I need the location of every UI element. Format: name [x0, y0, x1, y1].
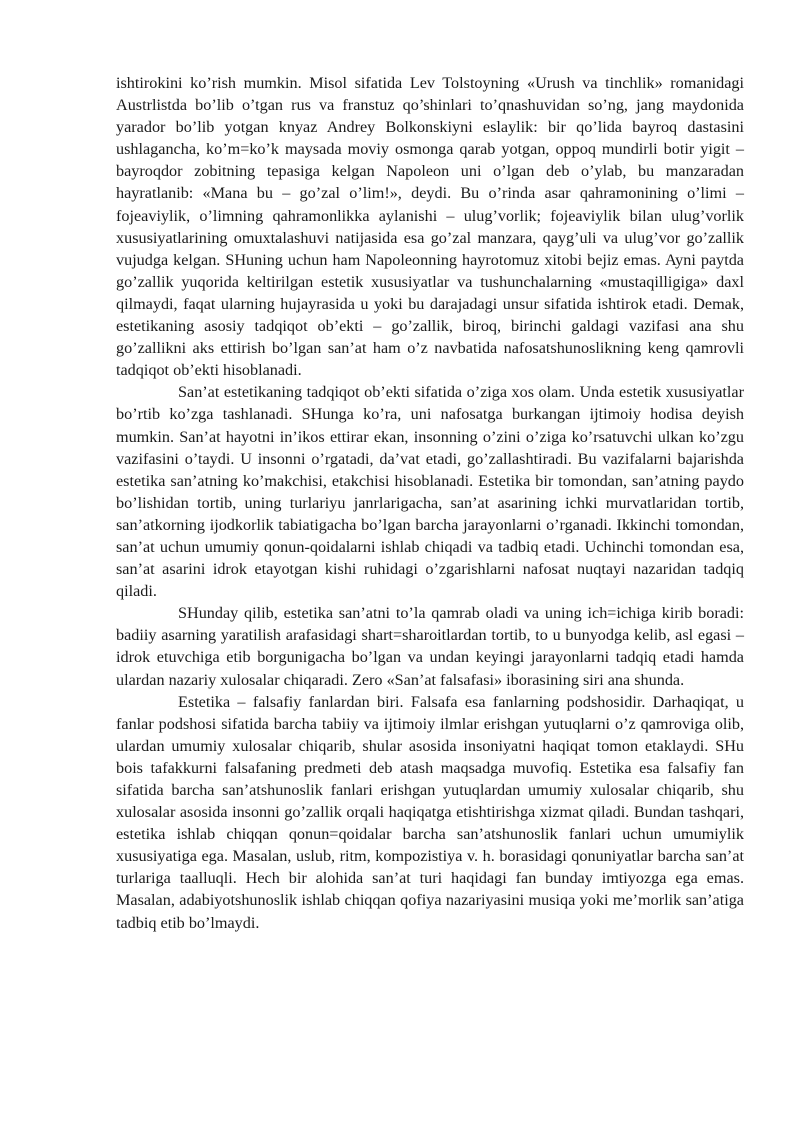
paragraph-2: San’at estetikaning tadqiqot ob’ekti sifatida o’ziga xos olam. Unda estetik xususiyatlar bo’rtib ko’zga tashlanadi. SHunga ko’ra, uni nafosatga burkangan ijtimoiy hodisa deyish mumkin. San’at hayotni in’ikos ettirar ekan, insonning o’zini o’ziga ko’rsatuvchi ulkan ko’zgu vazifasini o’taydi. U insonni o’rgatadi, da’vat etadi, go’zallashtiradi. Bu vazifalarni bajarishda estetika san’atning ko’makchisi, etakchisi hisoblanadi. Estetika bir tomondan, san’atning paydo bo’lishidan tortib, uning turlariyu janrlarigacha, san’at asarining ichki murvatlaridan tortib, san’atkorning ijodkorlik tabiatigacha bo’lgan barcha jarayonlarni o’rganadi. Ikkinchi tomondan, san’at uchun umumiy qonun-qoidalarni ishlab chiqadi va tadbiq etadi. Uchinchi tomondan esa, san’at asarini idrok etayotgan kishi ruhidagi o’zgarishlarni nafosat nuqtayi nazaridan tadqiq qiladi.: [116, 383, 744, 601]
paragraph-1: ishtirokini ko’rish mumkin. Misol sifatida Lev Tolstoyning «Urush va tinchlik» romanidagi Austrlistda bo’lib o’tgan rus va franstuz qo’shinlari to’qnashuvidan so’ng, jang maydonida yarador bo’lib yotgan knyaz Andrey Bolkonskiyni eslaylik: bir qo’lida bayroq dastasini ushlagancha, ko’m=ko’k maysada moviy osmonga qarab yotgan, oppoq mundirli botir yigit – bayroqdor zobitning tepasiga kelgan Napoleon uni o’lgan deb o’ylab, bu manzaradan hayratlanib: «Mana bu – go’zal o’lim!», deydi. Bu o’rinda asar qahramonining o’limi – fojeaviylik, o’limning qahramonlikka aylanishi – ulug’vorlik; fojeaviylik bilan ulug’vorlik xususiyatlarining omuxtalashuvi natijasida esa go’zal manzara, qayg’uli va ulug’vor go’zallik vujudga kelgan. SHuning uchun ham Napoleonning hayrotomuz xitobi bejiz emas. Ayni paytda go’zallik yuqorida keltirilgan estetik xususiyatlar va tushunchalarning «mustaqilligiga» daxl qilmaydi, faqat ularning hujayrasida u yoki bu darajadagi unsur sifatida ishtirok etadi. Demak, estetikaning asosiy tadqiqot ob’ekti – go’zallik, biroq, birinchi galdagi vazifasi ana shu go’zallikni aks ettirish bo’lgan san’at ham o’z navbatida nafosatshunoslikning keng qamrovli tadqiqot ob’ekti hisoblanadi.: [116, 74, 744, 380]
paragraph-4: Estetika – falsafiy fanlardan biri. Falsafa esa fanlarning podshosidir. Darhaqiqat, u fanlar podshosi sifatida barcha tabiiy va ijtimoiy ilmlar erishgan yutuqlarni o’z qamroviga olib, ulardan umumiy xulosalar chiqarib, shular asosida insoniyatni haqiqat tomon etaklaydi. SHu bois tafakkurni falsafaning predmeti deb atash maqsadga muvofiq. Estetika esa falsafiy fan sifatida barcha san’atshunoslik fanlari erishgan yutuqlardan umumiy xulosalar chiqarib, shu xulosalar asosida insonni go’zallik orqali haqiqatga etishtirishga xizmat qiladi. Bundan tashqari, estetika ishlab chiqqan qonun=qoidalar barcha san’atshunoslik fanlari uchun umumiylik xususiyatiga ega. Masalan, uslub, ritm, kompozistiya v. h. borasidagi qonuniyatlar barcha san’at turlariga taalluqli. Hech bir alohida san’at turi haqidagi fan bunday imtiyozga ega emas. Masalan, adabiyotshunoslik ishlab chiqqan qofiya nazariyasini musiqa yoki me’morlik san’atiga tadbiq etib bo’lmaydi.: [116, 692, 744, 932]
paragraph-3: SHunday qilib, estetika san’atni to’la qamrab oladi va uning ich=ichiga kirib boradi: badiiy asarning yaratilish arafasidagi shart=sharoitlardan tortib, to u bunyodga kelib, asl egasi – idrok etuvchiga etib borgunigacha bo’lgan va undan keyingi jarayonlarni tadqiq etadi hamda ulardan nazariy xulosalar chiqaradi. Zero «San’at falsafasi» iborasining siri ana shunda.: [116, 604, 744, 689]
document-page: [116, 72, 744, 934]
